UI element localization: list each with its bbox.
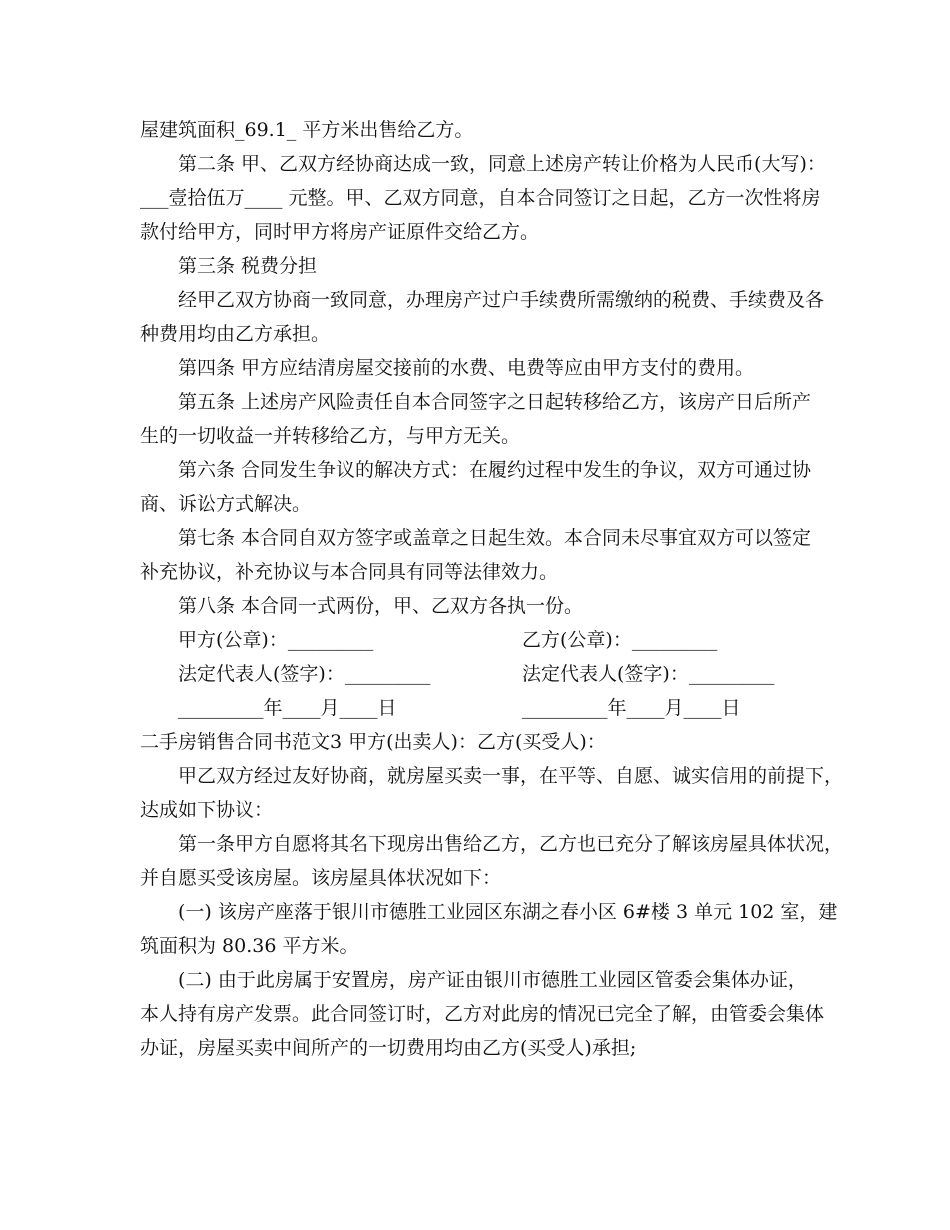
party-a-date-field: _________年____月____日 [178, 697, 397, 719]
article-1-line-2: 并自愿买受该房屋。该房屋具体状况如下： [140, 867, 502, 889]
party-a-representative-field: 法定代表人(签字)：_________ [178, 663, 431, 685]
article-1-line-1: 第一条甲方自愿将其名下现房出售给乙方，乙方也已充分了解该房屋具体状况， [178, 833, 844, 855]
preamble-line-2: 达成如下协议： [140, 799, 274, 821]
clause-5-line-2: 生的一切收益一并转移给乙方，与甲方无关。 [140, 425, 521, 447]
clause-5-line-1: 第五条 上述房产风险责任自本合同签字之日起转移给乙方，该房产日后所产 [178, 391, 812, 413]
party-b-seal-field: 乙方(公章)：_________ [522, 629, 718, 651]
clause-3-heading: 第三条 税费分担 [178, 255, 318, 277]
party-a-seal-field: 甲方(公章)：_________ [178, 629, 374, 651]
clause-1-continuation: 屋建筑面积_69.1_ 平方米出售给乙方。 [140, 119, 474, 141]
clause-3-line-1: 经甲乙双方协商一致同意，办理房产过户手续费所需缴纳的税费、手续费及各 [178, 289, 825, 311]
clause-7-line-1: 第七条 本合同自双方签字或盖章之日起生效。本合同未尽事宜双方可以签定 [178, 527, 812, 549]
item-2-line-1: (二) 由于此房属于安置房，房产证由银川市德胜工业园区管委会集体办证， [178, 969, 807, 991]
clause-7-line-2: 补充协议，补充协议与本合同具有同等法律效力。 [140, 561, 559, 583]
party-b-date-field: _________年____月____日 [522, 697, 741, 719]
clause-8: 第八条 本合同一式两份，甲、乙双方各执一份。 [178, 595, 584, 617]
clause-6-line-2: 商、诉讼方式解决。 [140, 493, 312, 515]
clause-2-line-1: 第二条 甲、乙双方经协商达成一致，同意上述房产转让价格为人民币(大写)： [178, 153, 826, 175]
item-1-line-2: 筑面积为 80.36 平方米。 [140, 935, 359, 957]
party-b-representative-field: 法定代表人(签字)：_________ [522, 663, 775, 685]
clause-4: 第四条 甲方应结清房屋交接前的水费、电费等应由甲方支付的费用。 [178, 357, 755, 379]
clause-3-line-2: 种费用均由乙方承担。 [140, 323, 331, 345]
template-3-heading: 二手房销售合同书范文3 甲方(出卖人)：乙方(买受人)： [140, 731, 606, 753]
clause-6-line-1: 第六条 合同发生争议的解决方式：在履约过程中发生的争议，双方可通过协 [178, 459, 812, 481]
item-1-line-1: (一) 该房产座落于银川市德胜工业园区东湖之春小区 6#楼 3 单元 102 室，建 [178, 901, 838, 923]
clause-2-line-3: 款付给甲方，同时甲方将房产证原件交给乙方。 [140, 221, 540, 243]
clause-2-line-2: ___壹拾伍万____ 元整。甲、乙双方同意，自本合同签订之日起，乙方一次性将房 [140, 187, 821, 209]
item-2-line-2: 本人持有房产发票。此合同签订时，乙方对此房的情况已完全了解，由管委会集体 [140, 1003, 825, 1025]
item-2-line-3: 办证，房屋买卖中间所产的一切费用均由乙方(买受人)承担; [140, 1037, 637, 1059]
preamble-line-1: 甲乙双方经过友好协商，就房屋买卖一事，在平等、自愿、诚实信用的前提下， [178, 765, 844, 787]
